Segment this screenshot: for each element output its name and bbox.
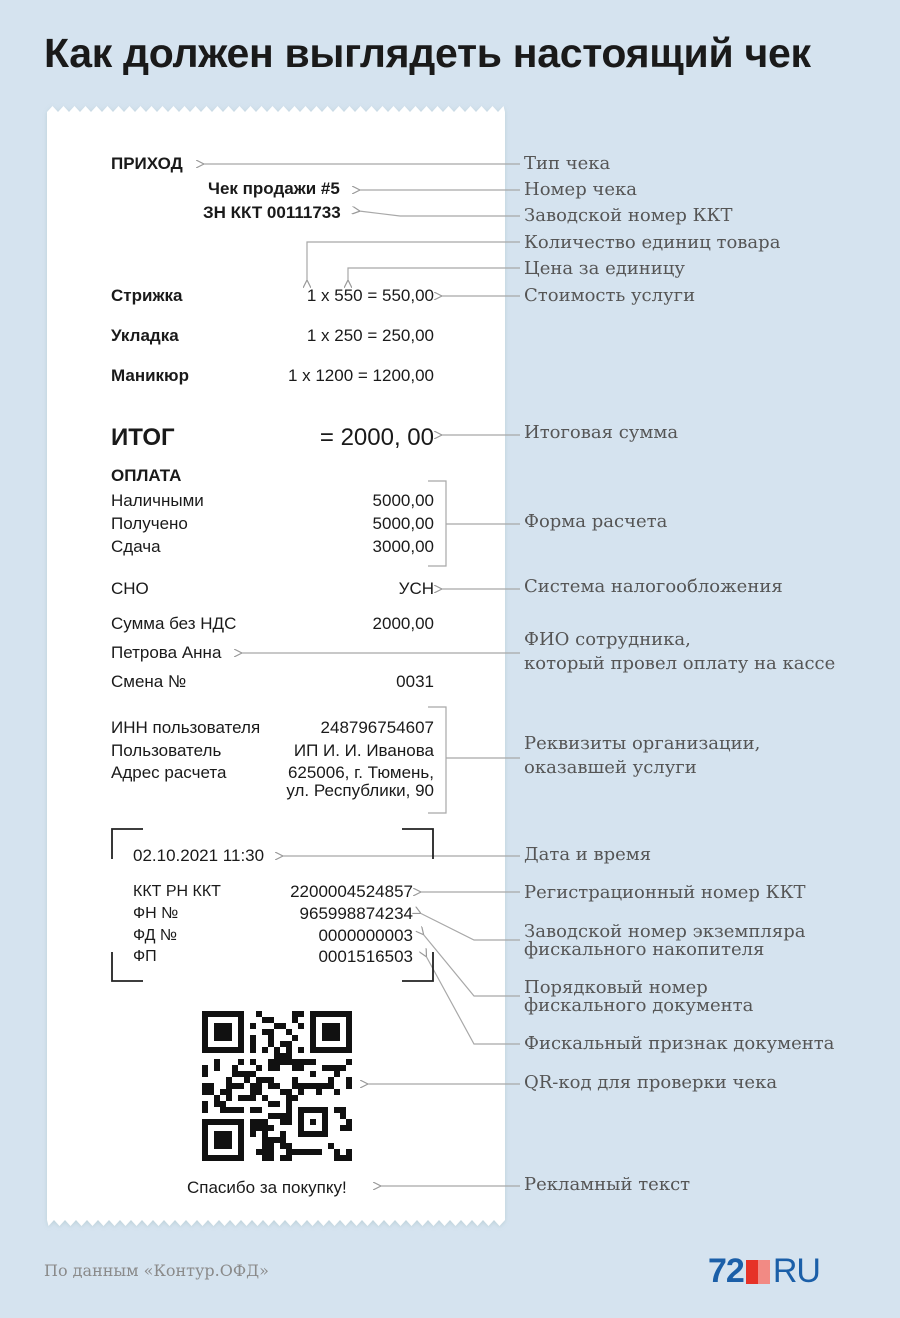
receipt-type: ПРИХОД	[111, 154, 183, 173]
fiscal-value: 0001516503	[318, 947, 413, 966]
item-name: Стрижка	[111, 286, 183, 305]
payment-label: Получено	[111, 514, 188, 533]
fiscal-label: ФД №	[133, 927, 178, 944]
annotation-service-cost: Стоимость услуги	[524, 285, 696, 306]
kkt-serial: ЗН ККТ 00111733	[203, 203, 341, 222]
org-label: Пользователь	[111, 741, 222, 760]
receipt-number: Чек продажи #5	[208, 179, 340, 198]
annotation-quantity: Количество единиц товара	[524, 232, 781, 253]
fiscal-label: ФН №	[133, 905, 179, 922]
cashier-name: Петрова Анна	[111, 643, 222, 662]
item-calc: 1 x 550 = 550,00	[306, 286, 434, 305]
annotation-reg-number: Регистрационный номер ККТ	[524, 882, 806, 903]
shift-label: Смена №	[111, 672, 187, 691]
bracket	[428, 707, 446, 813]
org-label: ИНН пользователя	[111, 718, 261, 737]
annotation-receipt-number: Номер чека	[524, 179, 637, 200]
payment-label: Сдача	[111, 537, 161, 556]
annotation-unit-price: Цена за единицу	[524, 258, 685, 279]
org-value: 625006, г. Тюмень,	[287, 763, 434, 782]
annotation-datetime: Дата и время	[524, 844, 652, 865]
item-calc: 1 x 1200 = 1200,00	[287, 366, 434, 385]
org-label: Адрес расчета	[111, 763, 227, 782]
tax-value: УСН	[398, 579, 434, 598]
annotation-fn: Заводской номер экземпляра	[524, 921, 806, 942]
fiscal-value: 2200004524857	[290, 882, 413, 901]
payment-value: 3000,00	[372, 537, 434, 556]
annotation-fp: Фискальный признак документа	[524, 1033, 835, 1054]
fiscal-value: 0000000003	[318, 926, 413, 945]
annotation-ad-text: Рекламный текст	[524, 1174, 691, 1195]
annotation-qr: QR-код для проверки чека	[524, 1072, 778, 1093]
org-value: ИП И. И. Иванова	[293, 741, 434, 760]
leader-line	[348, 268, 520, 281]
annotation-fd: Порядковый номер	[524, 977, 708, 998]
payment-value: 5000,00	[372, 491, 434, 510]
fiscal-label: ККТ РН ККТ	[133, 883, 221, 900]
annotation-org: Реквизиты организации,	[524, 733, 761, 754]
annotation-payment-form: Форма расчета	[524, 511, 668, 532]
fiscal-label: ФП	[133, 948, 157, 965]
annotation-fn-2: фискального накопителя	[524, 939, 765, 960]
payment-header: ОПЛАТА	[111, 466, 182, 485]
annotation-fd-2: фискального документа	[524, 995, 754, 1016]
address-line2: ул. Республики, 90	[286, 781, 434, 800]
fiscal-frame	[112, 829, 433, 981]
leader-line	[426, 956, 520, 1044]
item-calc: 1 x 250 = 250,00	[306, 326, 434, 345]
annotation-cashier: ФИО сотрудника,	[524, 629, 691, 650]
logo-ru: RU	[772, 1252, 820, 1290]
thanks-text: Спасибо за покупку!	[187, 1178, 347, 1197]
shift-value: 0031	[396, 672, 434, 691]
annotation-tax-system: Система налогообложения	[524, 576, 783, 597]
annotation-cashier-2: который провел оплату на кассе	[524, 653, 836, 674]
item-name: Маникюр	[111, 366, 189, 385]
no-vat-label: Сумма без НДС	[111, 614, 237, 633]
org-value: 248796754607	[320, 718, 434, 737]
page-title: Как должен выглядеть настоящий чек	[44, 30, 811, 76]
leader-line	[359, 211, 520, 216]
annotation-org-2: оказавшей услуги	[524, 757, 697, 778]
annotation-kkt-serial: Заводской номер ККТ	[524, 205, 733, 226]
bracket	[428, 481, 446, 566]
datetime: 02.10.2021 11:30	[133, 846, 265, 865]
no-vat-value: 2000,00	[372, 614, 434, 633]
leader-line	[420, 913, 520, 940]
logo-number: 72	[708, 1252, 744, 1290]
annotation-receipt-type: Тип чека	[524, 153, 611, 174]
tax-label: СНО	[111, 579, 149, 598]
site-logo[interactable]	[708, 1252, 820, 1291]
payment-value: 5000,00	[372, 514, 434, 533]
source-note: По данным «Контур.ОФД»	[44, 1261, 269, 1280]
leader-line	[307, 242, 520, 281]
fiscal-value: 965998874234	[299, 904, 413, 923]
leader-line	[423, 934, 520, 996]
total-label: ИТОГ	[111, 424, 175, 451]
payment-label: Наличными	[111, 491, 204, 510]
annotation-total: Итоговая сумма	[524, 422, 679, 443]
total-value: = 2000, 00	[319, 424, 434, 451]
item-name: Укладка	[111, 326, 179, 345]
logo-square-icon	[746, 1260, 770, 1284]
